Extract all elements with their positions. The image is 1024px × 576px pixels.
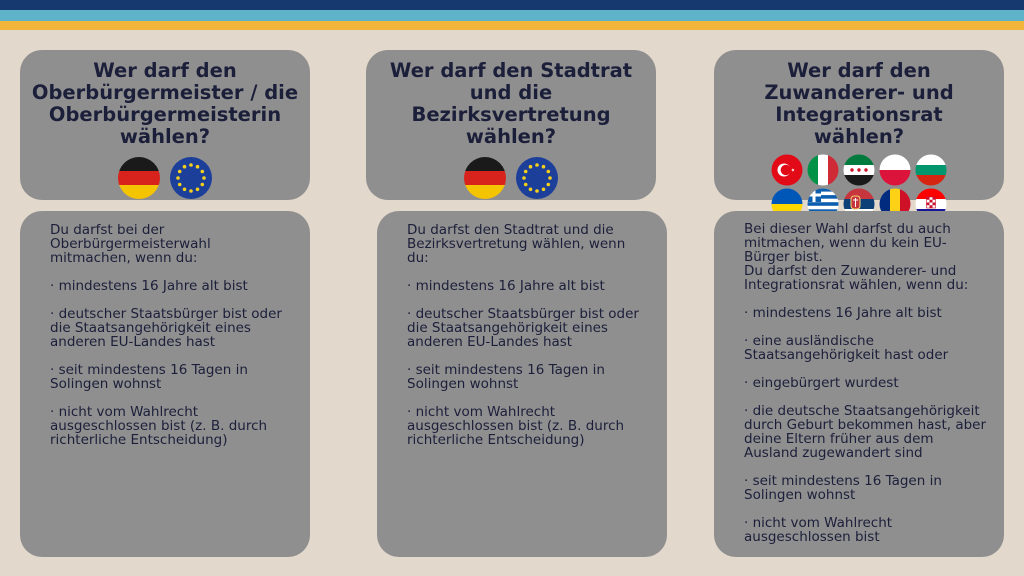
integration-body-card	[714, 211, 1004, 557]
list-item: · nicht vom Wahlrecht ausgeschlossen bist (z. B. durch richterliche Entscheidung)	[50, 404, 268, 448]
council-body-card	[377, 211, 667, 557]
integration-header-card	[714, 50, 1004, 200]
council-title: Wer darf den Stadtrat und die Bezirksvertretung wählen?	[389, 59, 633, 148]
list-item: · mindestens 16 Jahre alt bist	[407, 278, 605, 294]
list-item: · die deutsche Staatsangehörigkeit durch Geburt bekommen hast, aber deine Eltern früher aus dem Ausland zugewandert sind	[744, 403, 987, 461]
list-item: · eine ausländische Staatsangehörigkeit hast oder	[744, 333, 949, 363]
mayor-header-card	[20, 50, 310, 200]
mayor-title: Wer darf den Oberbürgermeister / die Oberbürgermeisterin wählen?	[31, 59, 299, 148]
eu-flag-icon	[169, 156, 213, 200]
council-header-card	[366, 50, 656, 200]
list-item: · seit mindestens 16 Tagen in Solingen wohnst	[744, 473, 942, 503]
header-stripe-yellow	[0, 21, 1024, 30]
council-intro: Du darfst den Stadtrat und die Bezirksvertretung wählen, wenn du:	[407, 222, 626, 266]
list-item: · nicht vom Wahlrecht ausgeschlossen bist (z. B. durch richterliche Entscheidung)	[407, 404, 625, 448]
eu-flag-icon	[515, 156, 559, 200]
header-stripe-blue	[0, 0, 1024, 10]
mayor-intro: Du darfst bei der Oberbürgermeisterwahl mitmachen, wenn du:	[50, 222, 211, 266]
mayor-body-card	[20, 211, 310, 557]
turkey-flag-icon	[771, 154, 803, 186]
list-item: · seit mindestens 16 Tagen in Solingen wohnst	[50, 362, 248, 392]
integration-title: Wer darf den Zuwanderer- und Integrationsrat wählen?	[764, 59, 954, 148]
integration-intro-1: Bei dieser Wahl darfst du auch mitmachen, wenn du kein EU-Bürger bist.	[744, 221, 951, 265]
syria-flag-icon	[843, 154, 875, 186]
integration-flags-row-1	[714, 154, 1004, 186]
mayor-flags	[20, 156, 310, 200]
italy-flag-icon	[807, 154, 839, 186]
list-item: · seit mindestens 16 Tagen in Solingen wohnst	[407, 362, 605, 392]
list-item: · deutscher Staatsbürger bist oder die Staatsangehörigkeit eines anderen EU-Landes hast	[50, 306, 282, 350]
list-item: · mindestens 16 Jahre alt bist	[50, 278, 248, 294]
poland-flag-icon	[879, 154, 911, 186]
list-item: · mindestens 16 Jahre alt bist	[744, 305, 942, 321]
integration-intro-2: Du darfst den Zuwanderer- und Integrationsrat wählen, wenn du:	[744, 263, 969, 293]
header-stripe-teal	[0, 10, 1024, 21]
list-item: · eingebürgert wurdest	[744, 375, 899, 391]
germany-flag-icon	[463, 156, 507, 200]
list-item: · nicht vom Wahlrecht ausgeschlossen bist	[744, 515, 893, 545]
bulgaria-flag-icon	[915, 154, 947, 186]
council-flags	[366, 156, 656, 200]
list-item: · deutscher Staatsbürger bist oder die Staatsangehörigkeit eines anderen EU-Landes hast	[407, 306, 639, 350]
germany-flag-icon	[117, 156, 161, 200]
